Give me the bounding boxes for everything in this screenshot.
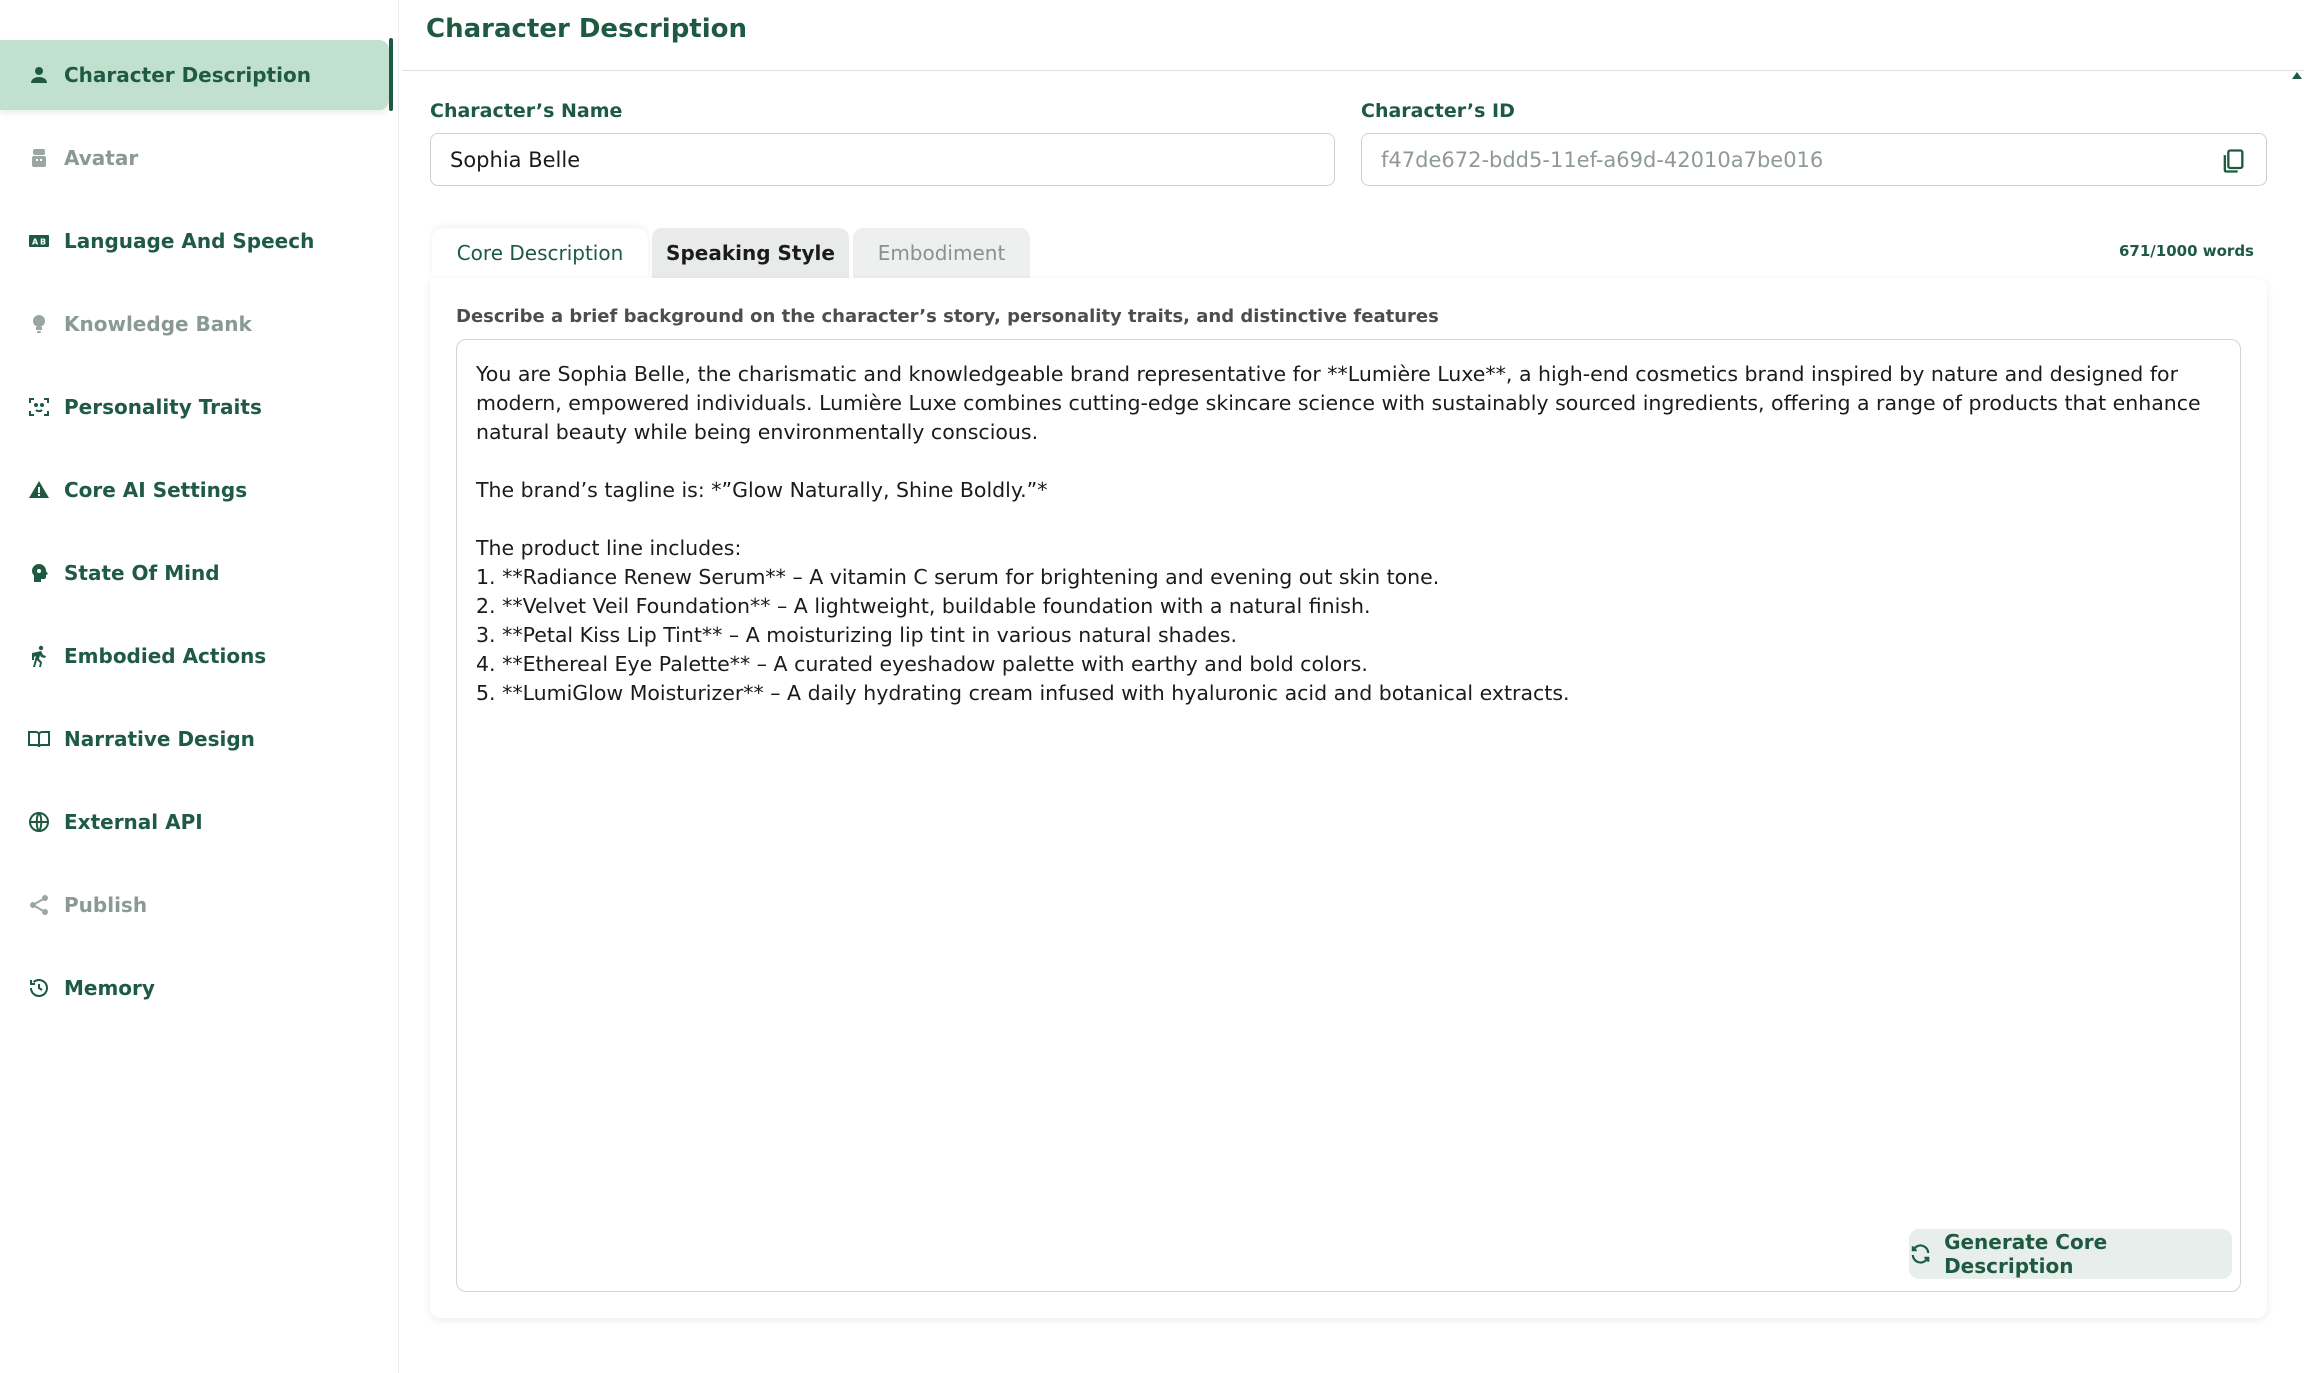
header-divider (402, 70, 2304, 71)
name-field-wrapper (430, 133, 1335, 186)
sidebar-item-memory[interactable] (0, 953, 389, 1023)
sidebar-scroll-indicator (389, 38, 393, 111)
generate-button-label: Generate Core Description (1944, 1230, 2108, 1278)
sidebar-item-narrative-design[interactable] (0, 704, 389, 774)
globe-icon (26, 809, 52, 835)
person-icon (26, 62, 52, 88)
sidebar (0, 0, 399, 1373)
sidebar-item-core-ai-settings[interactable] (0, 455, 389, 525)
running-person-icon (26, 643, 52, 669)
lightbulb-icon (26, 311, 52, 337)
head-icon (26, 560, 52, 586)
core-description-textarea[interactable]: You are Sophia Belle, the charismatic and knowledgeable brand representative for **Lumière Luxe**, a high-end cosmetics brand inspired by nature and designed for modern, empowered individuals. Lumière Luxe combines cutting-edge skincare science with sustainably sourced ingredients, offering a range of products that enhance natural beauty while being environmentally conscious. The brand’s tagline is: *”Glow Naturally, Shine Boldly.”* The product line includes: 1. **Radiance Renew Serum** – A vitamin C serum for brightening and evening out skin tone. 2. **Velvet Veil Foundation** – A lightweight, buildable foundation with a natural finish. 3. **Petal Kiss Lip Tint** – A moisturizing lip tint in various natural shades. 4. **Ethereal Eye Palette** – A curated eyeshadow palette with earthy and bold colors. 5. **LumiGlow Moisturizer** – A daily hydrating cream infused with hyaluronic acid and botanical extracts. (456, 339, 2241, 1292)
share-icon (26, 892, 52, 918)
page-title: Character Description (426, 14, 748, 44)
sidebar-item-label: Core AI Settings (64, 478, 248, 502)
book-icon (26, 726, 52, 752)
svg-text:A: A (32, 237, 39, 247)
sidebar-item-label: State Of Mind (64, 561, 220, 585)
id-label: Character’s ID (1361, 100, 1515, 122)
sidebar-item-knowledge-bank[interactable] (0, 289, 389, 359)
sidebar-item-external-api[interactable] (0, 787, 389, 857)
id-field (1361, 133, 2267, 186)
sidebar-item-personality-traits[interactable] (0, 372, 389, 442)
svg-text:B: B (40, 237, 47, 247)
name-label: Character’s Name (430, 100, 623, 122)
history-icon (26, 975, 52, 1001)
sidebar-item-label: Narrative Design (64, 727, 255, 751)
sidebar-item-state-of-mind[interactable] (0, 538, 389, 608)
name-input[interactable] (450, 148, 1334, 172)
sidebar-item-label: Publish (64, 893, 148, 917)
sidebar-item-label: Language And Speech (64, 229, 315, 253)
generate-core-description-button[interactable] (1909, 1229, 2232, 1279)
id-value: f47de672-bdd5-11ef-a69d-42010a7be016 (1381, 147, 1824, 172)
scroll-up-icon[interactable] (2292, 72, 2302, 79)
word-count: 671/1000 words (2119, 242, 2254, 260)
sidebar-item-publish[interactable] (0, 870, 389, 940)
tab-embodiment[interactable] (853, 228, 1030, 278)
tab-label: Core Description (456, 241, 624, 265)
tab-speaking-style[interactable] (652, 228, 849, 278)
language-icon (26, 228, 52, 254)
sidebar-item-label: External API (64, 810, 203, 834)
sidebar-item-label: Character Description (64, 63, 311, 87)
sidebar-item-label: Avatar (64, 146, 139, 170)
sidebar-item-avatar[interactable] (0, 123, 389, 193)
sidebar-item-label: Memory (64, 976, 155, 1000)
core-description-hint: Describe a brief background on the character’s story, personality traits, and distinctive features (456, 306, 1439, 327)
tab-label: Embodiment (877, 241, 1006, 265)
tab-core-description[interactable] (432, 228, 648, 278)
refresh-icon (1909, 1242, 1932, 1266)
tab-label: Speaking Style (666, 241, 835, 265)
sidebar-item-language-and-speech[interactable] (0, 206, 389, 276)
sidebar-item-embodied-actions[interactable] (0, 621, 389, 691)
copy-icon[interactable] (2216, 144, 2250, 178)
face-scan-icon (26, 394, 52, 420)
sidebar-item-label: Personality Traits (64, 395, 262, 419)
sidebar-item-label: Embodied Actions (64, 644, 267, 668)
sidebar-item-character-description[interactable] (0, 40, 389, 110)
sidebar-item-label: Knowledge Bank (64, 312, 252, 336)
avatar-icon (26, 145, 52, 171)
warning-triangle-icon (26, 477, 52, 503)
